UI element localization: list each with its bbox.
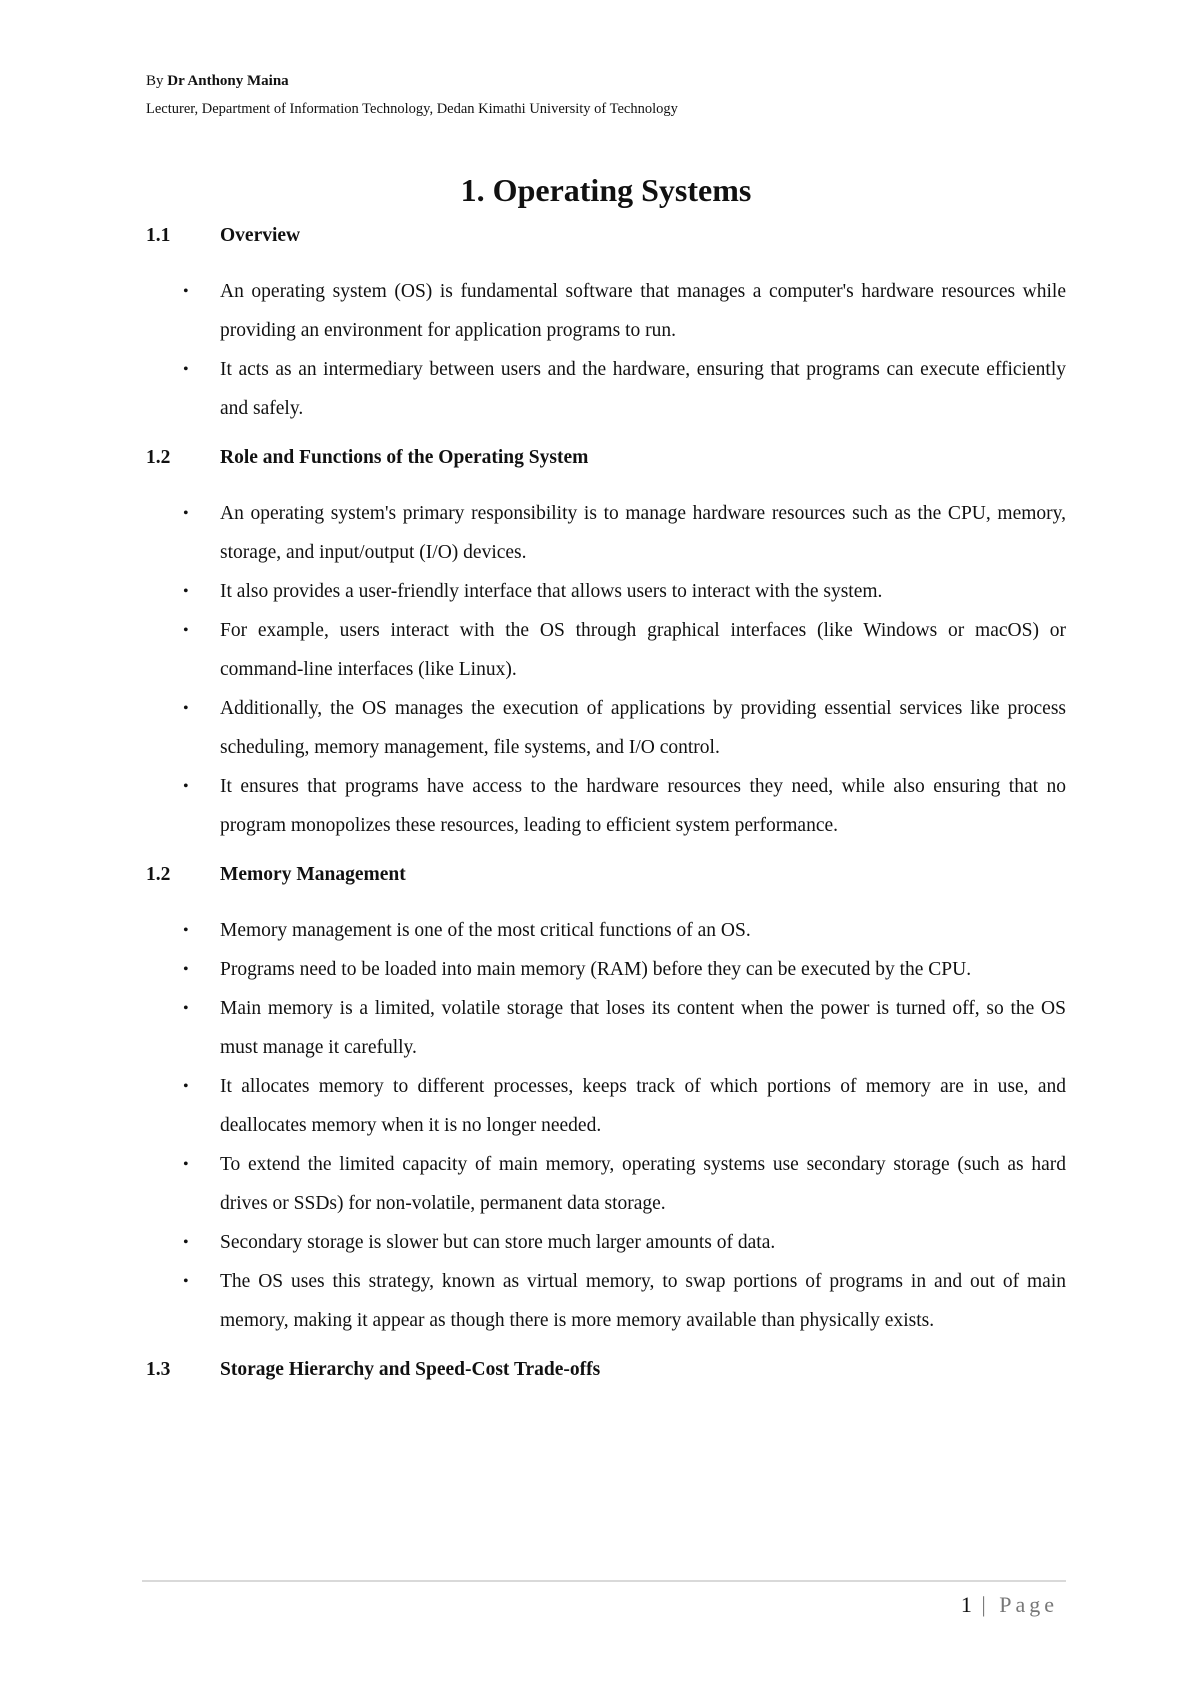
list-item — [146, 1262, 1066, 1340]
author-name: Dr Anthony Maina — [167, 73, 289, 89]
list-item — [146, 689, 1066, 767]
bullet-icon: • — [183, 622, 189, 639]
bullet-icon: • — [183, 961, 189, 978]
list-item-text: For example, users interact with the OS through graphical interfaces (like Windows or macOS) or command-line interfaces (like Linux). — [220, 620, 1066, 680]
list-item-text: To extend the limited capacity of main memory, operating systems use secondary storage (such as hard drives or SSDs) for non-volatile, permanent data storage. — [220, 1154, 1066, 1214]
list-item — [146, 494, 1066, 572]
page-separator: | — [971, 1592, 1000, 1617]
list-item-text: An operating system's primary responsibility is to manage hardware resources such as the CPU, memory, storage, and input/output (I/O) devices. — [220, 503, 1066, 563]
section-title: Overview — [220, 225, 301, 246]
list-item-text: It allocates memory to different processes, keeps track of which portions of memory are in use, and deallocates memory when it is no longer needed. — [220, 1076, 1066, 1136]
list-item-text: An operating system (OS) is fundamental software that manages a computer's hardware resources while providing an environment for application programs to run. — [220, 281, 1066, 341]
bullet-list — [146, 494, 1066, 845]
bullet-icon: • — [183, 1234, 189, 1251]
author-line — [146, 70, 1086, 92]
bullet-icon: • — [183, 1156, 189, 1173]
document-body — [146, 222, 1066, 1384]
list-item-text: Additionally, the OS manages the execution of applications by providing essential services like process scheduling, memory management, file systems, and I/O control. — [220, 698, 1066, 758]
section-title: Storage Hierarchy and Speed-Cost Trade-offs — [220, 1359, 601, 1380]
page-label: Page — [999, 1592, 1058, 1617]
list-item — [146, 989, 1066, 1067]
list-item — [146, 1223, 1066, 1262]
list-item — [146, 950, 1066, 989]
bullet-icon: • — [183, 283, 189, 300]
page-footer — [142, 1580, 1066, 1617]
bullet-icon: • — [183, 700, 189, 717]
section-title: Role and Functions of the Operating System — [220, 447, 589, 468]
list-item-text: It acts as an intermediary between users and the hardware, ensuring that programs can execute efficiently and safely. — [220, 359, 1066, 419]
bullet-list — [146, 272, 1066, 428]
list-item — [146, 911, 1066, 950]
list-item-text: It ensures that programs have access to the hardware resources they need, while also ensuring that no program monopolizes these resources, leading to efficient system performance. — [220, 776, 1066, 836]
list-item — [146, 767, 1066, 845]
bullet-icon: • — [183, 1000, 189, 1017]
section-number: 1.3 — [146, 1359, 171, 1380]
by-label: By — [146, 73, 164, 89]
list-item — [146, 572, 1066, 611]
list-item — [146, 350, 1066, 428]
list-item — [146, 1145, 1066, 1223]
bullet-icon: • — [183, 583, 189, 600]
bullet-icon: • — [183, 778, 189, 795]
list-item-text: The OS uses this strategy, known as virtual memory, to swap portions of programs in and out of main memory, making it appear as though there is more memory available than physically exists. — [220, 1271, 1066, 1331]
bullet-icon: • — [183, 505, 189, 522]
section-heading — [146, 222, 1066, 250]
bullet-icon: • — [183, 922, 189, 939]
page-number-value: 1 — [960, 1592, 972, 1617]
section-number: 1.1 — [146, 225, 171, 246]
section-title: Memory Management — [220, 864, 406, 885]
section-number: 1.2 — [146, 447, 171, 468]
list-item — [146, 272, 1066, 350]
bullet-icon: • — [183, 1078, 189, 1095]
list-item-text: Memory management is one of the most critical functions of an OS. — [220, 920, 751, 941]
list-item — [146, 611, 1066, 689]
section-heading — [146, 1356, 1066, 1384]
section-number: 1.2 — [146, 864, 171, 885]
author-affiliation: Lecturer, Department of Information Technology, Dedan Kimathi University of Technology — [146, 101, 678, 117]
document-title: 1. Operating Systems — [460, 172, 752, 208]
section-heading — [146, 444, 1066, 472]
page-number — [961, 1592, 1058, 1618]
document-header — [146, 70, 1086, 120]
bullet-icon: • — [183, 361, 189, 378]
section-heading — [146, 861, 1066, 889]
bullet-icon: • — [183, 1273, 189, 1290]
list-item — [146, 1067, 1066, 1145]
list-item-text: It also provides a user-friendly interface that allows users to interact with the system. — [220, 581, 883, 602]
list-item-text: Programs need to be loaded into main memory (RAM) before they can be executed by the CPU. — [220, 959, 972, 980]
bullet-list — [146, 911, 1066, 1340]
list-item-text: Secondary storage is slower but can store much larger amounts of data. — [220, 1232, 776, 1253]
list-item-text: Main memory is a limited, volatile storage that loses its content when the power is turned off, so the OS must manage it carefully. — [220, 998, 1066, 1058]
